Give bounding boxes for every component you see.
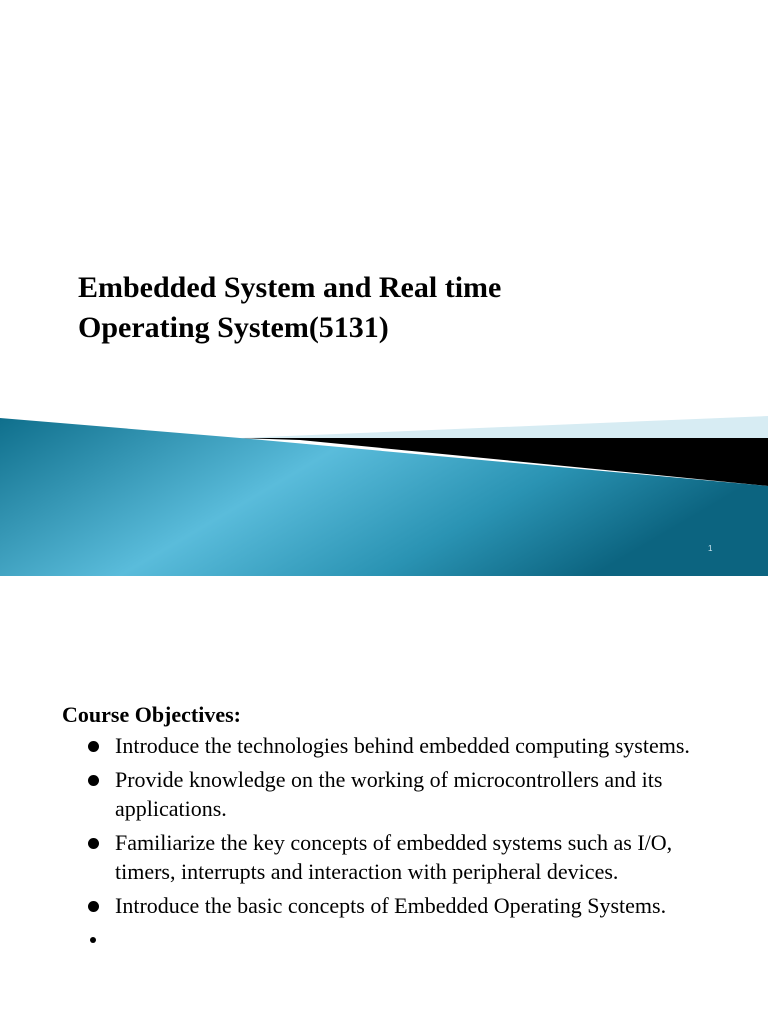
slide-title-line-2: Operating System(5131) bbox=[78, 311, 389, 344]
objective-text: Introduce the basic concepts of Embedded Operating Systems. bbox=[115, 893, 667, 918]
objective-item bbox=[62, 891, 712, 920]
bullet-icon bbox=[88, 775, 99, 786]
objectives-heading: Course Objectives: bbox=[62, 702, 242, 727]
slide-decoration bbox=[0, 400, 768, 576]
objective-item bbox=[62, 731, 712, 760]
objective-text: Introduce the technologies behind embedded computing systems. bbox=[115, 733, 690, 758]
objective-item bbox=[62, 765, 712, 823]
bullet-icon bbox=[88, 901, 99, 912]
pale-blue-band bbox=[240, 416, 768, 440]
bullet-icon bbox=[88, 838, 99, 849]
slide-title bbox=[78, 268, 718, 348]
objective-item bbox=[62, 828, 712, 886]
objective-text: Familiarize the key concepts of embedded systems such as I/O, timers, interrupts and interaction with peripheral devices. bbox=[115, 830, 673, 884]
bullet-icon bbox=[90, 937, 96, 943]
bullet-icon bbox=[88, 741, 99, 752]
objectives-list bbox=[62, 731, 712, 920]
slide-number: 1 bbox=[708, 544, 713, 553]
objective-text: Provide knowledge on the working of microcontrollers and its applications. bbox=[115, 767, 663, 821]
course-objectives bbox=[62, 700, 712, 925]
slide-title-line-1: Embedded System and Real time bbox=[78, 271, 502, 304]
